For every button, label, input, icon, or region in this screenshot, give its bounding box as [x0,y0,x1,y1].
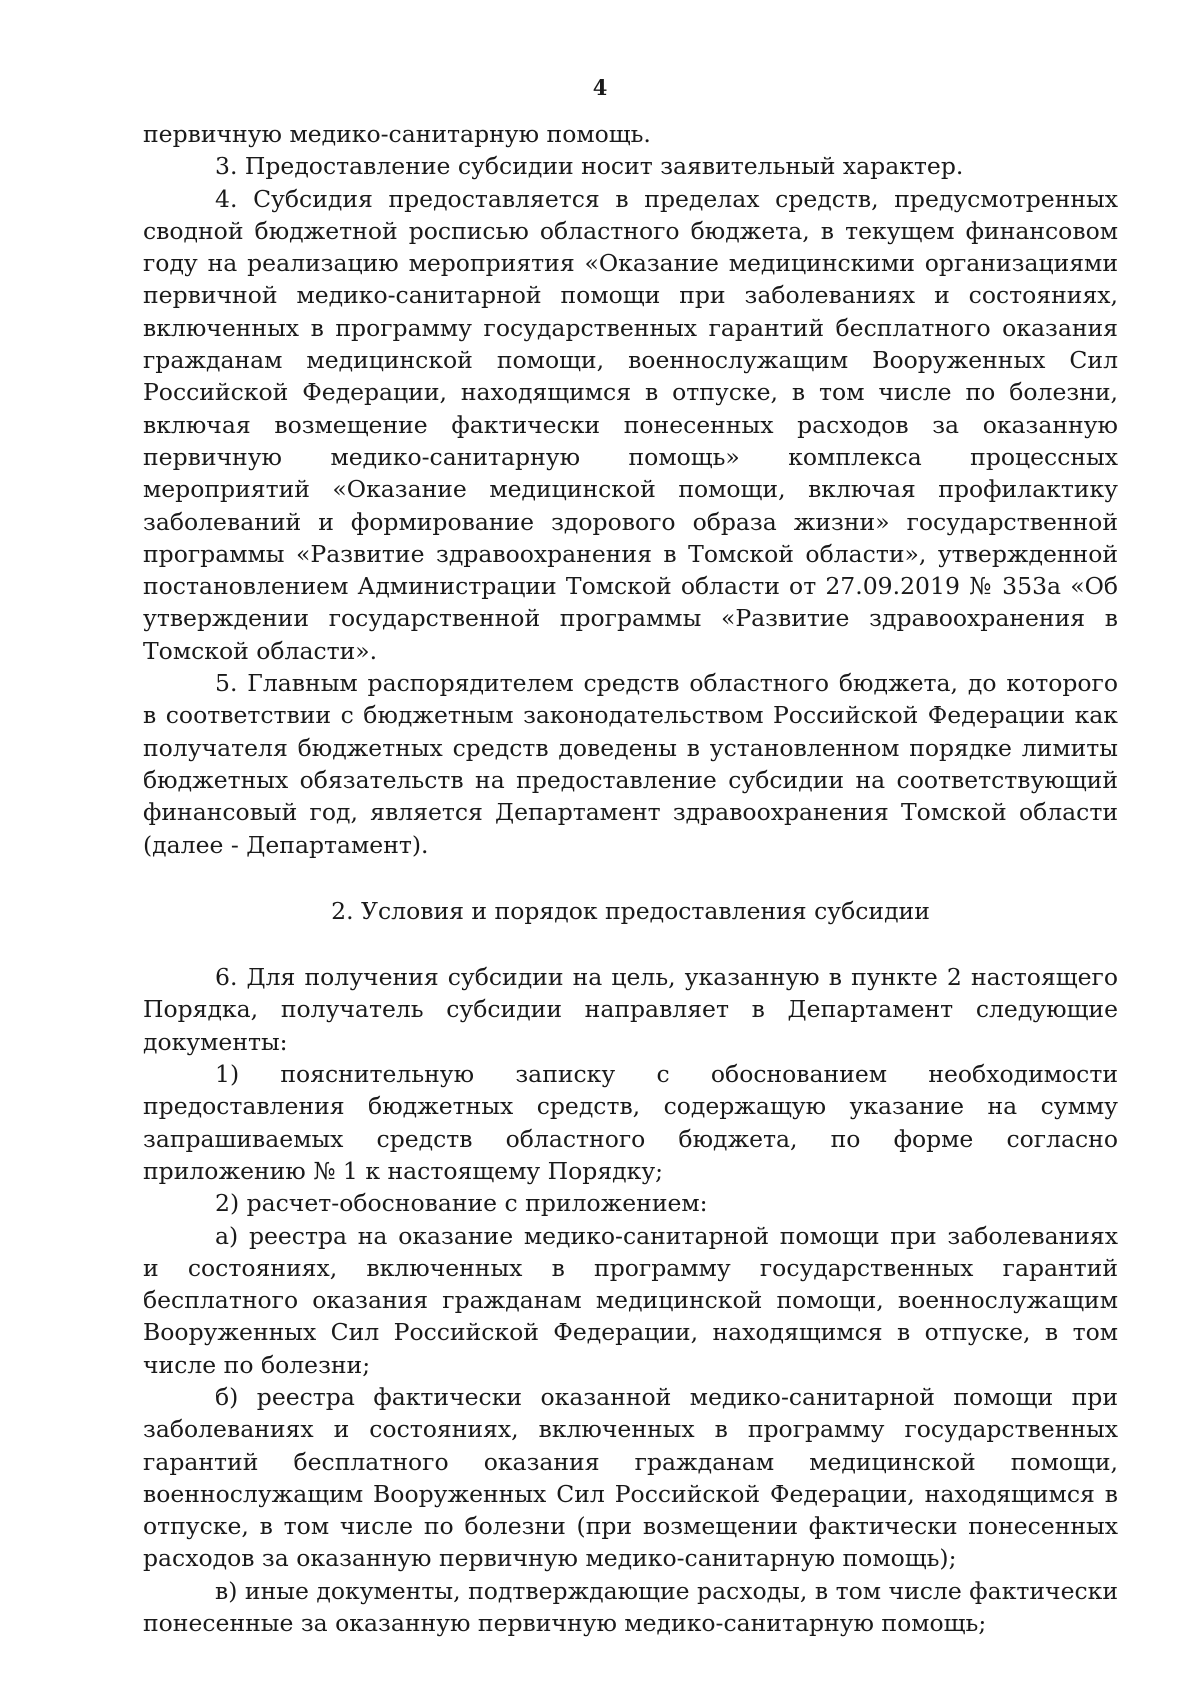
paragraph-item-4: 4. Субсидия предоставляется в пределах средств, предусмотренных сводной бюджетной росписью областного бюджета, в текущем финансовом году на реализацию мероприятия «Оказание медицинскими организациями первичной медико-санитарной помощи при заболеваниях и состояниях, включенных в программу государственных гарантий бесплатного оказания гражданам медицинской помощи, военнослужащим Вооруженных Сил Российской Федерации, находящимся в отпуске, в том числе по болезни, включая возмещение фактически понесенных расходов за оказанную первичную медико-санитарную помощь» комплекса процессных мероприятий «Оказание медицинской помощи, включая профилактику заболеваний и формирование здорового образа жизни» государственной программы «Развитие здравоохранения в Томской области», утвержденной постановлением Администрации Томской области от 27.09.2019 № 353а «Об утверждении государственной программы «Развитие здравоохранения в Томской области». [143,184,1118,665]
page-number: 4 [592,75,608,100]
sublist-item-v: в) иные документы, подтверждающие расходы, в том числе фактически понесенные за оказанную первичную медико-санитарную помощь; [143,1576,1118,1638]
paragraph-item-6: 6. Для получения субсидии на цель, указанную в пункте 2 настоящего Порядка, получатель субсидии направляет в Департамент следующие документы: [143,963,1118,1056]
paragraph-item-3: 3. Предоставление субсидии носит заявительный характер. [215,152,964,181]
section-heading: 2. Условия и порядок предоставления субсидии [331,896,930,925]
list-item-1: 1) пояснительную записку с обоснованием необходимости предоставления бюджетных средств, содержащую указание на сумму запрашиваемых средств областного бюджета, по форме согласно приложению № 1 к настоящему Порядку; [143,1060,1118,1185]
document-body [143,118,1118,1639]
paragraph-item-5: 5. Главным распорядителем средств областного бюджета, до которого в соответствии с бюджетным законодательством Российской Федерации как получателя бюджетных средств доведены в установленном порядке лимиты бюджетных обязательств на предоставление субсидии на соответствующий финансовый год, является Департамент здравоохранения Томской области (далее - Департамент). [143,669,1118,859]
paragraph-continuation: первичную медико-санитарную помощь. [143,120,651,148]
sublist-item-a: а) реестра на оказание медико-санитарной помощи при заболеваниях и состояниях, включенных в программу государственных гарантий бесплатного оказания гражданам медицинской помощи, военнослужащим Вооруженных Сил Российской Федерации, находящимся в отпуске, в том числе по болезни; [143,1221,1118,1379]
list-item-2: 2) расчет-обоснование с приложением: [215,1189,708,1218]
sublist-item-b: б) реестра фактически оказанной медико-санитарной помощи при заболеваниях и состояниях, включенных в программу государственных гарантий бесплатного оказания гражданам медицинской помощи, военнослужащим Вооруженных Сил Российской Федерации, находящимся в отпуске, в том числе по болезни (при возмещении фактически понесенных расходов за оказанную первичную медико-санитарную помощь); [143,1382,1118,1573]
